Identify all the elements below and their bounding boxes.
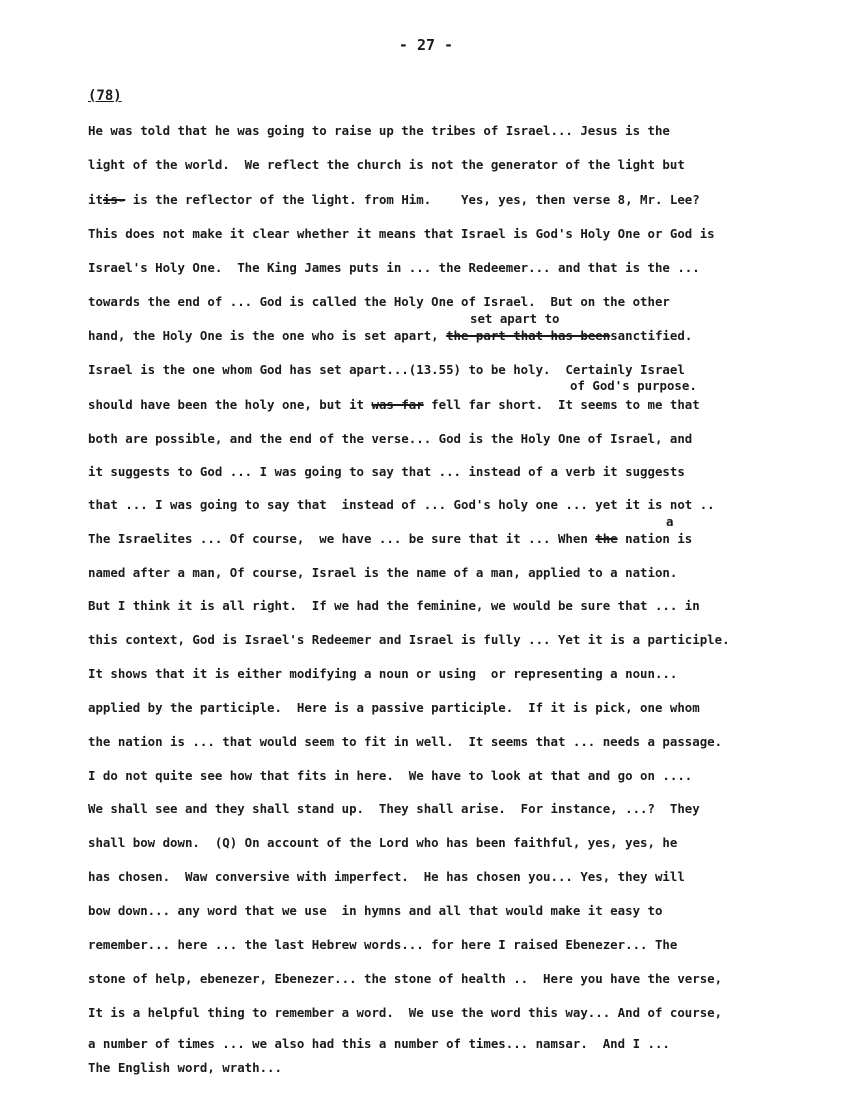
text-line-17: It shows that it is either modifying a noun or using or representing a noun... [88,666,678,681]
text-line-19: the nation is ... that would seem to fit in well. It seems that ... needs a passage. [88,734,723,749]
text-line-26: stone of help, ebenezer, Ebenezer... the stone of health .. Here you have the verse, [88,971,723,986]
text-line-7-start: hand, the Holy One is the one who is set apart, [88,328,439,343]
text-line-24: bow down... any word that we use in hymns and all that would make it easy to [88,903,663,918]
text-line-21: We shall see and they shall stand up. They shall arise. For instance, ...? They [88,801,700,816]
text-line-3-rest: is the reflector of the light. from Him. Yes, yes, then verse 8, Mr. Lee? [125,192,700,207]
text-line-16: this context, God is Israel's Redeemer and Israel is fully ... Yet it is a participle. [88,632,730,647]
text-line-5: Israel's Holy One. The King James puts in ... the Redeemer... and that is the ... [88,260,700,275]
text-line-13-start: The Israelites ... Of course, we have ... be sure that it ... When [88,531,588,546]
text-line-8: Israel is the one whom God has set apart...(13.55) to be holy. Certainly Israel [88,362,685,377]
text-line-6: towards the end of ... God is called the Holy One of Israel. But on the other [88,294,670,309]
text-line-10: both are possible, and the end of the verse... God is the Holy One of Israel, and [88,431,693,446]
text-line-7-rest: sanctified. [610,328,693,343]
text-line-22: shall bow down. (Q) On account of the Lord who has been faithful, yes, yes, he [88,835,678,850]
text-line-1: He was told that he was going to raise up the tribes of Israel... Jesus is the [88,123,670,138]
handwritten-insert: set apart to [470,311,560,326]
struck-text: the part that has been [446,328,611,343]
text-line-18: applied by the participle. Here is a passive participle. If it is pick, one whom [88,700,700,715]
text-line-29: The English word, wrath... [88,1060,282,1075]
struck-text: is- [102,192,126,207]
text-line-2: light of the world. We reflect the church is not the generator of the light but [88,157,685,172]
text-line-15: But I think it is all right. If we had the feminine, we would be sure that ... in [88,598,700,613]
struck-text: the [595,531,618,546]
text-line-4: This does not make it clear whether it means that Israel is God's Holy One or God is [88,226,715,241]
text-line-13 [88,531,692,547]
text-line-23: has chosen. Waw conversive with imperfect. He has chosen you... Yes, they will [88,869,685,884]
text-line-25: remember... here ... the last Hebrew words... for here I raised Ebenezer... The [88,937,678,952]
text-line-14: named after a man, Of course, Israel is the name of a man, applied to a nation. [88,565,678,580]
text-line-9-rest: fell far short. It seems to me that [423,397,700,412]
text-line-3-start: it [88,192,103,207]
typed-insert: a [666,514,674,529]
text-line-9-start: should have been the holy one, but it [88,397,365,412]
text-line-27: It is a helpful thing to remember a word. We use the word this way... And of course, [88,1005,723,1020]
page-number: - 27 - [398,36,454,54]
text-line-11: it suggests to God ... I was going to say that ... instead of a verb it suggests [88,464,685,479]
text-line-13-rest: nation is [617,531,693,546]
section-label: (78) [88,88,122,104]
text-line-3 [88,192,700,208]
text-line-7 [88,328,692,344]
struck-text: was far [371,397,424,412]
text-line-28: a number of times ... we also had this a number of times... namsar. And I ... [88,1036,670,1051]
typed-insert: of God's purpose. [570,378,697,393]
text-line-12: that ... I was going to say that instead of ... God's holy one ... yet it is not .. [88,497,715,512]
text-line-20: I do not quite see how that fits in here. We have to look at that and go on .... [88,768,693,783]
text-line-9 [88,397,700,413]
